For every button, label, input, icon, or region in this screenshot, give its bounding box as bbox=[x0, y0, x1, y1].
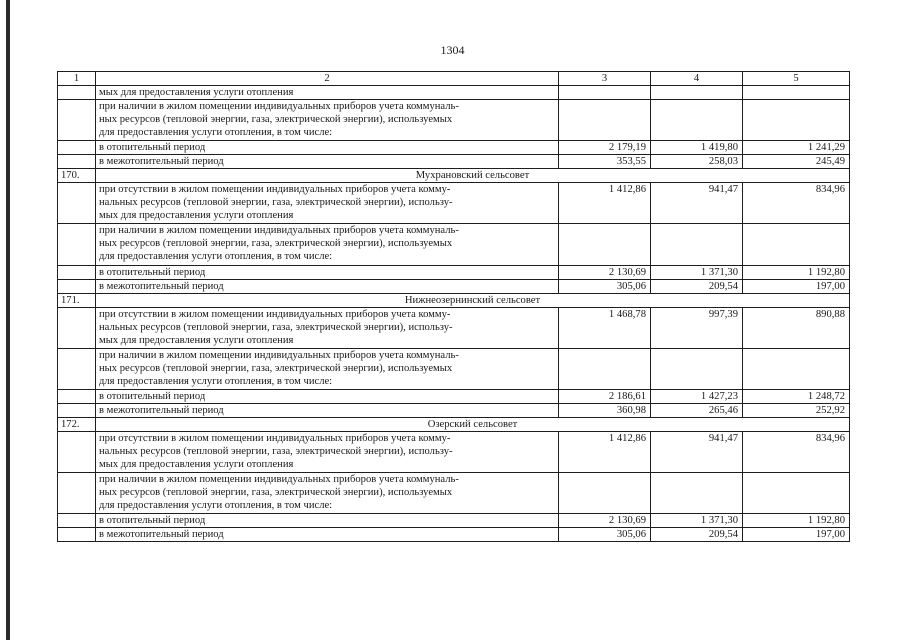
row-label bbox=[96, 473, 559, 514]
row-number bbox=[58, 155, 96, 169]
value-v5: 197,00 bbox=[743, 280, 850, 294]
value-v3: 360,98 bbox=[559, 404, 651, 418]
label-line: ных ресурсов (тепловой энергии, газа, электрической энергии), используемых bbox=[99, 114, 453, 125]
section-title: Мухрановский сельсовет bbox=[96, 169, 850, 183]
row-label bbox=[96, 141, 559, 155]
value-v3: 2 130,69 bbox=[559, 266, 651, 280]
value-v5: 834,96 bbox=[743, 183, 850, 224]
section-title: Нижнеозернинский сельсовет bbox=[96, 294, 850, 308]
label-line: в отопительный период bbox=[99, 267, 206, 278]
value-v4 bbox=[651, 100, 743, 141]
table-row bbox=[58, 86, 850, 100]
value-v3 bbox=[559, 349, 651, 390]
value-v4: 1 371,30 bbox=[651, 514, 743, 528]
value-v3: 1 412,86 bbox=[559, 183, 651, 224]
value-v5 bbox=[743, 349, 850, 390]
value-v3 bbox=[559, 473, 651, 514]
label-line: мых для предоставления услуги отопления bbox=[99, 87, 294, 98]
header-col-2: 2 bbox=[96, 72, 559, 86]
page-number: 1304 bbox=[440, 43, 465, 57]
value-v3: 2 130,69 bbox=[559, 514, 651, 528]
row-label bbox=[96, 432, 559, 473]
row-number bbox=[58, 280, 96, 294]
row-label bbox=[96, 155, 559, 169]
tariff-table bbox=[57, 71, 850, 542]
row-number bbox=[58, 404, 96, 418]
row-label bbox=[96, 224, 559, 266]
label-line: для предоставления услуги отопления, в том числе: bbox=[99, 127, 333, 138]
row-label bbox=[96, 404, 559, 418]
value-v3 bbox=[559, 224, 651, 266]
section-heading-row bbox=[58, 294, 850, 308]
header-col-4: 4 bbox=[651, 72, 743, 86]
label-line: мых для предоставления услуги отопления bbox=[99, 335, 294, 346]
value-v5: 252,92 bbox=[743, 404, 850, 418]
row-number bbox=[58, 390, 96, 404]
label-line: в отопительный период bbox=[99, 391, 206, 402]
row-number: 170. bbox=[58, 169, 96, 183]
table-row bbox=[58, 528, 850, 542]
table-row bbox=[58, 280, 850, 294]
table-row bbox=[58, 432, 850, 473]
value-v5: 245,49 bbox=[743, 155, 850, 169]
label-line: при отсутствии в жилом помещении индивидуальных приборов учета комму- bbox=[99, 433, 451, 444]
table-row bbox=[58, 100, 850, 141]
label-line: ных ресурсов (тепловой энергии, газа, электрической энергии), используемых bbox=[99, 487, 453, 498]
row-label bbox=[96, 390, 559, 404]
row-label bbox=[96, 528, 559, 542]
row-label bbox=[96, 349, 559, 390]
row-number bbox=[58, 86, 96, 100]
table-row bbox=[58, 266, 850, 280]
row-label bbox=[96, 280, 559, 294]
value-v4 bbox=[651, 473, 743, 514]
table-row bbox=[58, 155, 850, 169]
row-label bbox=[96, 266, 559, 280]
row-number bbox=[58, 141, 96, 155]
value-v5: 890,88 bbox=[743, 308, 850, 349]
label-line: в межотопительный период bbox=[99, 281, 224, 292]
value-v4: 941,47 bbox=[651, 183, 743, 224]
table-row bbox=[58, 404, 850, 418]
table-row bbox=[58, 514, 850, 528]
table-header-row bbox=[58, 72, 850, 86]
value-v5: 834,96 bbox=[743, 432, 850, 473]
label-line: нальных ресурсов (тепловой энергии, газа, электрической энергии), использу- bbox=[99, 322, 453, 333]
row-number bbox=[58, 432, 96, 473]
section-heading-row bbox=[58, 418, 850, 432]
value-v5 bbox=[743, 86, 850, 100]
label-line: нальных ресурсов (тепловой энергии, газа, электрической энергии), использу- bbox=[99, 446, 453, 457]
value-v3: 1 412,86 bbox=[559, 432, 651, 473]
value-v4: 1 419,80 bbox=[651, 141, 743, 155]
section-heading-row bbox=[58, 169, 850, 183]
value-v3: 1 468,78 bbox=[559, 308, 651, 349]
row-label bbox=[96, 100, 559, 141]
header-col-1: 1 bbox=[58, 72, 96, 86]
row-number bbox=[58, 100, 96, 141]
value-v5 bbox=[743, 100, 850, 141]
value-v5: 1 192,80 bbox=[743, 266, 850, 280]
label-line: для предоставления услуги отопления, в том числе: bbox=[99, 500, 333, 511]
row-label bbox=[96, 183, 559, 224]
scan-edge-bar bbox=[6, 0, 10, 640]
row-number bbox=[58, 528, 96, 542]
value-v5: 1 241,29 bbox=[743, 141, 850, 155]
value-v4: 1 427,23 bbox=[651, 390, 743, 404]
value-v5 bbox=[743, 473, 850, 514]
label-line: для предоставления услуги отопления, в том числе: bbox=[99, 376, 333, 387]
row-number bbox=[58, 473, 96, 514]
row-number: 172. bbox=[58, 418, 96, 432]
label-line: при наличии в жилом помещении индивидуальных приборов учета коммуналь- bbox=[99, 225, 459, 236]
label-line: в отопительный период bbox=[99, 515, 206, 526]
value-v4: 209,54 bbox=[651, 528, 743, 542]
table-row bbox=[58, 349, 850, 390]
value-v4: 209,54 bbox=[651, 280, 743, 294]
value-v3: 353,55 bbox=[559, 155, 651, 169]
table-row bbox=[58, 224, 850, 266]
label-line: ных ресурсов (тепловой энергии, газа, электрической энергии), используемых bbox=[99, 238, 453, 249]
row-number bbox=[58, 514, 96, 528]
row-number bbox=[58, 308, 96, 349]
value-v4 bbox=[651, 86, 743, 100]
value-v4: 941,47 bbox=[651, 432, 743, 473]
table-row bbox=[58, 473, 850, 514]
row-label bbox=[96, 86, 559, 100]
row-label bbox=[96, 514, 559, 528]
value-v4: 265,46 bbox=[651, 404, 743, 418]
value-v5: 1 248,72 bbox=[743, 390, 850, 404]
label-line: в межотопительный период bbox=[99, 156, 224, 167]
header-col-3: 3 bbox=[559, 72, 651, 86]
table-row bbox=[58, 183, 850, 224]
row-number bbox=[58, 224, 96, 266]
header-col-5: 5 bbox=[743, 72, 850, 86]
table-row bbox=[58, 390, 850, 404]
label-line: при наличии в жилом помещении индивидуальных приборов учета коммуналь- bbox=[99, 350, 459, 361]
label-line: в межотопительный период bbox=[99, 529, 224, 540]
table-row bbox=[58, 141, 850, 155]
value-v3 bbox=[559, 100, 651, 141]
table-row bbox=[58, 308, 850, 349]
value-v4 bbox=[651, 349, 743, 390]
label-line: в межотопительный период bbox=[99, 405, 224, 416]
row-label bbox=[96, 308, 559, 349]
value-v3: 2 179,19 bbox=[559, 141, 651, 155]
value-v3 bbox=[559, 86, 651, 100]
label-line: при отсутствии в жилом помещении индивидуальных приборов учета комму- bbox=[99, 309, 451, 320]
value-v3: 305,06 bbox=[559, 280, 651, 294]
section-title: Озерский сельсовет bbox=[96, 418, 850, 432]
value-v4: 258,03 bbox=[651, 155, 743, 169]
label-line: при наличии в жилом помещении индивидуальных приборов учета коммуналь- bbox=[99, 474, 459, 485]
value-v4: 1 371,30 bbox=[651, 266, 743, 280]
value-v3: 2 186,61 bbox=[559, 390, 651, 404]
row-number bbox=[58, 349, 96, 390]
label-line: мых для предоставления услуги отопления bbox=[99, 459, 294, 470]
value-v5 bbox=[743, 224, 850, 266]
label-line: мых для предоставления услуги отопления bbox=[99, 210, 294, 221]
value-v5: 1 192,80 bbox=[743, 514, 850, 528]
value-v4: 997,39 bbox=[651, 308, 743, 349]
value-v3: 305,06 bbox=[559, 528, 651, 542]
label-line: при наличии в жилом помещении индивидуальных приборов учета коммуналь- bbox=[99, 101, 459, 112]
label-line: при отсутствии в жилом помещении индивидуальных приборов учета комму- bbox=[99, 184, 451, 195]
row-number: 171. bbox=[58, 294, 96, 308]
row-number bbox=[58, 266, 96, 280]
label-line: ных ресурсов (тепловой энергии, газа, электрической энергии), используемых bbox=[99, 363, 453, 374]
value-v4 bbox=[651, 224, 743, 266]
value-v5: 197,00 bbox=[743, 528, 850, 542]
label-line: для предоставления услуги отопления, в том числе: bbox=[99, 251, 333, 262]
label-line: нальных ресурсов (тепловой энергии, газа, электрической энергии), использу- bbox=[99, 197, 453, 208]
label-line: в отопительный период bbox=[99, 142, 206, 153]
row-number bbox=[58, 183, 96, 224]
